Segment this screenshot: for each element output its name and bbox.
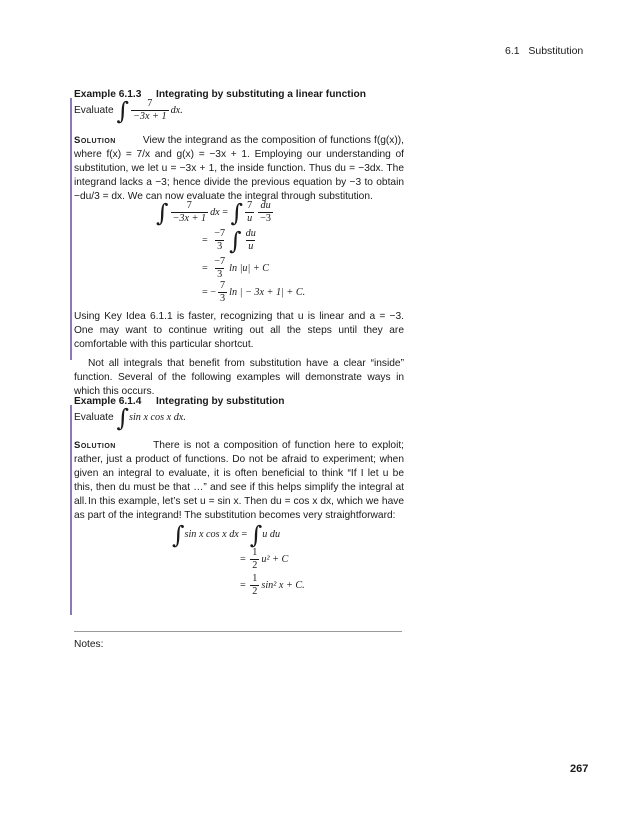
after-paragraph-1: Using Key Idea 6.1.1 is faster, recognizing that u is linear and a = −3. One may want to continue writing out all the steps until they are comfortable with this particular shortcut.: [74, 311, 404, 350]
notes-divider: [74, 631, 402, 632]
example-label-1: Example 6.1.3: [74, 89, 142, 100]
eq1-row1: ∫ $\frac{7}{-3x + 1}$ dx = ∫ $\frac{7}{u}$ $\frac{du}{-3}$: [156, 198, 271, 227]
example-label-2: Example 6.1.4: [74, 396, 142, 407]
notes-label: Notes:: [74, 639, 104, 650]
fraction: $\frac{7}{-3x + 1}$: [133, 98, 167, 122]
page-number: 267: [570, 763, 589, 775]
section-title: Substitution: [528, 45, 584, 57]
section-number: 6.1: [505, 45, 520, 57]
evaluate-word: Evaluate: [74, 104, 114, 116]
example2-statement: Evaluate ∫ sin x cos x dx.: [74, 404, 186, 432]
running-header: [505, 44, 583, 58]
eq2-row2: = $\frac{1}{2}$ u² + C: [240, 547, 289, 571]
solution-paragraph-1: [74, 134, 404, 204]
eq1-row4: = − $\frac{7}{3}$ ln | − 3x + 1| + C.: [202, 280, 306, 304]
example-title-1: Integrating by substituting a linear function: [156, 89, 366, 100]
example1-statement: Evaluate ∫ $\frac{7}{-3x + 1}$ dx.: [74, 96, 183, 125]
solution-paragraph-2b: In this example, let’s set u = sin x. Then du = cos x dx, which we have as part of the integrand! The substitution becomes very straightforward:: [74, 496, 404, 521]
evaluate-word: Evaluate: [74, 412, 114, 423]
integral-sign: ∫: [116, 96, 130, 125]
eq2-row1: ∫ sin x cos x dx = ∫ u du: [172, 521, 281, 549]
solution-text: View the integrand as the composition of functions f(g(x)), where f(x) = 7/x and g(x) = −3x + 1. Employing our understanding of substitution, we let u = −3x + 1, the inside function. Thus du = −3dx. The integrand lacks a −3; hence divide the previous equation by −3 to obtain −du/3 = dx. We can now evaluate the integral through substitution.: [74, 135, 404, 202]
eq2-row3: = $\frac{1}{2}$ sin² x + C.: [240, 573, 305, 597]
solution-text: There is not a composition of function here to exploit; rather, just a product of functions. Do not be afraid to experiment; when given an integral to evaluate, it is often beneficial to think “If I let u be this, then du must be that …” and see if this helps simplify the integral at all.: [74, 440, 404, 507]
eq1-row3: = $\frac{-7}{3}$ ln |u| + C: [202, 256, 270, 280]
example-bar-1: [70, 98, 72, 360]
solution-label: Solution: [74, 440, 116, 451]
example-bar-2: [70, 405, 72, 615]
solution-label: Solution: [74, 135, 116, 146]
interlude-paragraph: Not all integrals that benefit from substitution have a clear “inside” function. Several of the following examples will demonstrate ways in which this occurs.: [74, 358, 404, 397]
example-title-2: Integrating by substitution: [156, 396, 285, 407]
eq1-row2: = $\frac{-7}{3}$ ∫ $\frac{du}{u}$: [202, 226, 256, 255]
